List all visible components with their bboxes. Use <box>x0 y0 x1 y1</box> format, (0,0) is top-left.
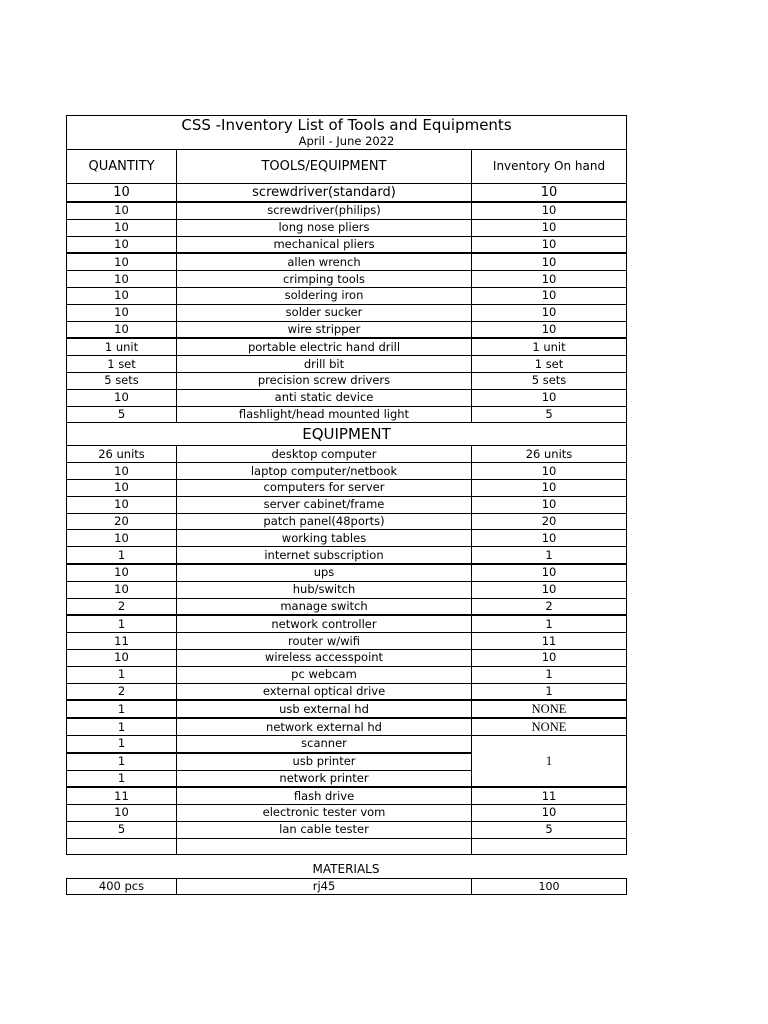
onhand-cell: 10 <box>472 184 627 203</box>
quantity-cell: 10 <box>67 496 177 513</box>
item-name-cell: hub/switch <box>177 581 472 598</box>
table-row <box>67 463 627 480</box>
item-name-cell: wire stripper <box>177 321 472 338</box>
table-row <box>67 615 627 632</box>
quantity-cell: 10 <box>67 479 177 496</box>
table-row <box>67 446 627 463</box>
item-name-cell: router w/wifi <box>177 633 472 650</box>
inventory-table <box>66 115 627 855</box>
table-row <box>67 219 627 236</box>
onhand-cell: 11 <box>472 633 627 650</box>
onhand-cell: 100 <box>472 879 627 895</box>
table-row <box>67 287 627 304</box>
item-name-cell: portable electric hand drill <box>177 338 472 355</box>
empty-cell <box>177 838 472 854</box>
table-row <box>67 513 627 530</box>
quantity-cell: 1 <box>67 735 177 752</box>
onhand-cell: 10 <box>472 236 627 253</box>
empty-row <box>67 838 627 854</box>
item-name-cell: scanner <box>177 735 472 752</box>
quantity-cell: 10 <box>67 564 177 581</box>
item-name-cell: manage switch <box>177 598 472 615</box>
table-row <box>67 735 627 752</box>
item-name-cell: pc webcam <box>177 666 472 683</box>
table-row <box>67 683 627 700</box>
item-name-cell: wireless accesspoint <box>177 649 472 666</box>
table-row <box>67 700 627 718</box>
onhand-cell: 10 <box>472 805 627 822</box>
item-name-cell: lan cable tester <box>177 821 472 838</box>
quantity-cell: 20 <box>67 513 177 530</box>
quantity-cell: 10 <box>67 253 177 270</box>
quantity-cell: 10 <box>67 219 177 236</box>
onhand-cell: NONE <box>472 718 627 735</box>
item-name-cell: computers for server <box>177 479 472 496</box>
quantity-header: QUANTITY <box>67 150 177 184</box>
empty-cell <box>472 838 627 854</box>
quantity-cell: 10 <box>67 321 177 338</box>
table-row <box>67 253 627 270</box>
quantity-cell: 10 <box>67 389 177 406</box>
item-name-cell: drill bit <box>177 356 472 373</box>
quantity-cell: 2 <box>67 598 177 615</box>
table-row <box>67 821 627 838</box>
quantity-cell: 10 <box>67 581 177 598</box>
table-row <box>67 496 627 513</box>
table-row <box>67 598 627 615</box>
quantity-cell: 1 <box>67 547 177 564</box>
item-name-cell: solder sucker <box>177 304 472 321</box>
item-name-cell: laptop computer/netbook <box>177 463 472 480</box>
onhand-cell: 10 <box>472 253 627 270</box>
quantity-cell: 1 unit <box>67 338 177 355</box>
table-row <box>67 879 627 895</box>
quantity-cell: 10 <box>67 805 177 822</box>
table-row <box>67 564 627 581</box>
quantity-cell: 10 <box>67 184 177 203</box>
quantity-cell: 5 <box>67 406 177 423</box>
quantity-cell: 10 <box>67 271 177 288</box>
onhand-cell: 1 <box>472 547 627 564</box>
table-row <box>67 406 627 423</box>
quantity-cell: 5 <box>67 821 177 838</box>
table-row <box>67 718 627 735</box>
onhand-cell: 10 <box>472 496 627 513</box>
onhand-cell: 10 <box>472 219 627 236</box>
quantity-cell: 1 <box>67 718 177 735</box>
quantity-cell: 1 set <box>67 356 177 373</box>
onhand-cell: 1 <box>472 683 627 700</box>
table-row <box>67 184 627 203</box>
item-name-cell: flashlight/head mounted light <box>177 406 472 423</box>
materials-section <box>66 861 626 895</box>
table-row <box>67 787 627 804</box>
onhand-cell: 10 <box>472 271 627 288</box>
item-name-cell: flash drive <box>177 787 472 804</box>
table-row <box>67 581 627 598</box>
quantity-cell: 10 <box>67 202 177 219</box>
quantity-cell: 1 <box>67 770 177 787</box>
onhand-cell: 10 <box>472 564 627 581</box>
onhand-cell: 1 <box>472 735 627 787</box>
item-name-cell: rj45 <box>177 879 472 895</box>
onhand-cell: 10 <box>472 581 627 598</box>
period-label: April - June 2022 <box>67 134 627 150</box>
onhand-cell: 10 <box>472 479 627 496</box>
empty-cell <box>67 838 177 854</box>
table-row <box>67 271 627 288</box>
table-row <box>67 547 627 564</box>
table-row <box>67 805 627 822</box>
quantity-cell: 2 <box>67 683 177 700</box>
header-row <box>67 150 627 184</box>
onhand-cell: 5 <box>472 406 627 423</box>
quantity-cell: 10 <box>67 287 177 304</box>
onhand-header: Inventory On hand <box>472 150 627 184</box>
quantity-cell: 10 <box>67 236 177 253</box>
item-name-cell: usb printer <box>177 753 472 770</box>
item-name-cell: internet subscription <box>177 547 472 564</box>
onhand-cell: 10 <box>472 202 627 219</box>
onhand-cell: 5 <box>472 821 627 838</box>
quantity-cell: 10 <box>67 304 177 321</box>
item-name-cell: usb external hd <box>177 700 472 718</box>
onhand-cell: 1 <box>472 615 627 632</box>
onhand-cell: 26 units <box>472 446 627 463</box>
quantity-cell: 26 units <box>67 446 177 463</box>
item-name-cell: crimping tools <box>177 271 472 288</box>
onhand-cell: 5 sets <box>472 372 627 389</box>
table-row <box>67 321 627 338</box>
table-row <box>67 372 627 389</box>
item-name-cell: mechanical pliers <box>177 236 472 253</box>
item-name-cell: network external hd <box>177 718 472 735</box>
onhand-cell: 10 <box>472 304 627 321</box>
inventory-sheet <box>66 115 626 855</box>
quantity-cell: 5 sets <box>67 372 177 389</box>
item-name-cell: screwdriver(philips) <box>177 202 472 219</box>
page-title: CSS -Inventory List of Tools and Equipments <box>67 116 627 135</box>
item-name-cell: electronic tester vom <box>177 805 472 822</box>
item-header: TOOLS/EQUIPMENT <box>177 150 472 184</box>
item-name-cell: screwdriver(standard) <box>177 184 472 203</box>
item-name-cell: working tables <box>177 530 472 547</box>
item-name-cell: allen wrench <box>177 253 472 270</box>
item-name-cell: network controller <box>177 615 472 632</box>
item-name-cell: network printer <box>177 770 472 787</box>
quantity-cell: 10 <box>67 530 177 547</box>
table-row <box>67 202 627 219</box>
onhand-cell: 10 <box>472 649 627 666</box>
onhand-cell: 10 <box>472 389 627 406</box>
materials-table <box>66 878 627 895</box>
table-row <box>67 236 627 253</box>
table-row <box>67 356 627 373</box>
onhand-cell: 1 unit <box>472 338 627 355</box>
onhand-cell: 1 set <box>472 356 627 373</box>
item-name-cell: anti static device <box>177 389 472 406</box>
item-name-cell: ups <box>177 564 472 581</box>
item-name-cell: server cabinet/frame <box>177 496 472 513</box>
quantity-cell: 11 <box>67 633 177 650</box>
onhand-cell: 10 <box>472 287 627 304</box>
onhand-cell: 10 <box>472 463 627 480</box>
equipment-heading: EQUIPMENT <box>67 423 627 446</box>
onhand-cell: 11 <box>472 787 627 804</box>
quantity-cell: 11 <box>67 787 177 804</box>
item-name-cell: precision screw drivers <box>177 372 472 389</box>
item-name-cell: external optical drive <box>177 683 472 700</box>
materials-heading: MATERIALS <box>312 862 380 876</box>
period-row <box>67 134 627 150</box>
quantity-cell: 1 <box>67 666 177 683</box>
item-name-cell: patch panel(48ports) <box>177 513 472 530</box>
table-row <box>67 304 627 321</box>
table-row <box>67 666 627 683</box>
item-name-cell: soldering iron <box>177 287 472 304</box>
item-name-cell: desktop computer <box>177 446 472 463</box>
table-row <box>67 633 627 650</box>
section-row <box>67 423 627 446</box>
onhand-cell: 2 <box>472 598 627 615</box>
quantity-cell: 1 <box>67 753 177 770</box>
quantity-cell: 10 <box>67 649 177 666</box>
onhand-cell: 1 <box>472 666 627 683</box>
onhand-cell: 10 <box>472 530 627 547</box>
table-row <box>67 530 627 547</box>
table-row <box>67 479 627 496</box>
table-row <box>67 338 627 355</box>
table-row <box>67 649 627 666</box>
quantity-cell: 10 <box>67 463 177 480</box>
title-row <box>67 116 627 135</box>
onhand-cell: 20 <box>472 513 627 530</box>
quantity-cell: 1 <box>67 615 177 632</box>
quantity-cell: 400 pcs <box>67 879 177 895</box>
item-name-cell: long nose pliers <box>177 219 472 236</box>
quantity-cell: 1 <box>67 700 177 718</box>
onhand-cell: 10 <box>472 321 627 338</box>
onhand-cell: NONE <box>472 700 627 718</box>
table-row <box>67 389 627 406</box>
